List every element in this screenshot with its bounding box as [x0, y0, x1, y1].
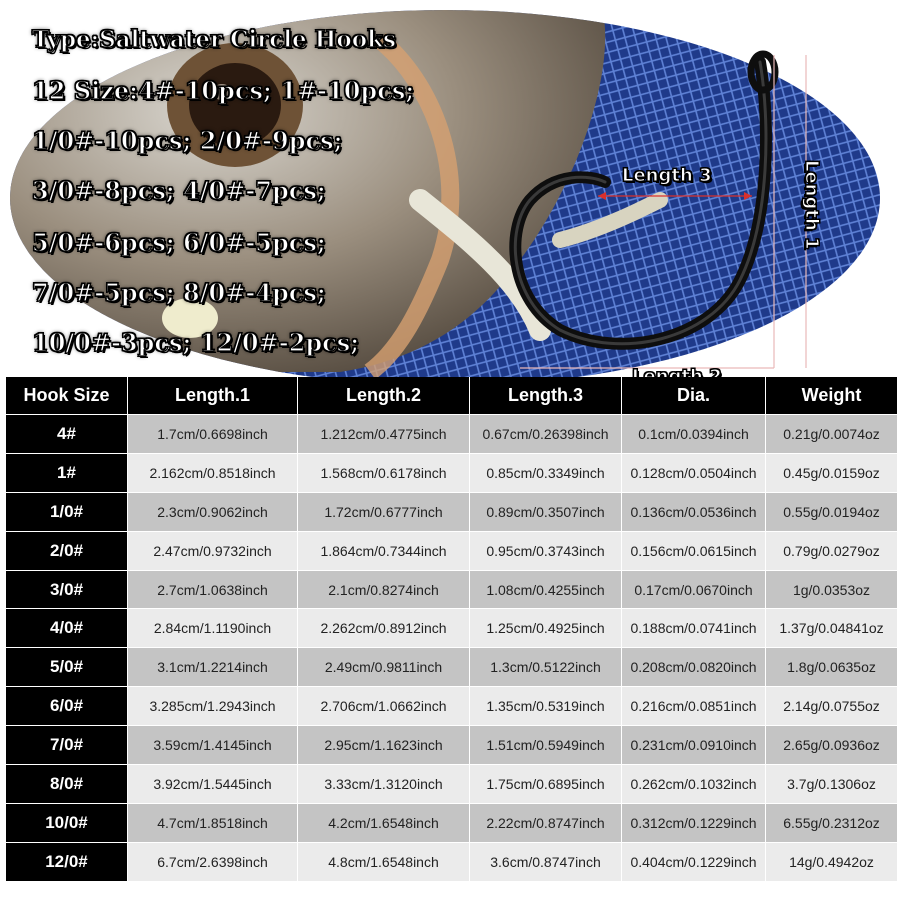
length-3-cell: 1.3cm/0.5122inch: [470, 648, 622, 687]
length-2-cell: 2.262cm/0.8912inch: [298, 609, 470, 648]
weight-cell: 2.14g/0.0755oz: [766, 687, 898, 726]
size-quantity-line: 12 Size:4#-10pcs; 1#-10pcs;: [32, 76, 415, 105]
table-row: [6, 687, 898, 726]
length-2-cell: 1.72cm/0.6777inch: [298, 492, 470, 531]
length-1-cell: 2.3cm/0.9062inch: [128, 492, 298, 531]
size-quantity-line: 1/0#-10pcs; 2/0#-9pcs;: [32, 126, 343, 155]
length-2-cell: 3.33cm/1.3120inch: [298, 765, 470, 804]
table-body: [6, 415, 898, 882]
length-3-cell: 0.67cm/0.26398inch: [470, 415, 622, 454]
table-row: [6, 415, 898, 454]
table-row: [6, 453, 898, 492]
hook-size-cell: 1#: [6, 453, 128, 492]
weight-cell: 0.79g/0.0279oz: [766, 531, 898, 570]
dia-cell: 0.231cm/0.0910inch: [622, 726, 766, 765]
dia-cell: 0.188cm/0.0741inch: [622, 609, 766, 648]
table-row: [6, 570, 898, 609]
length-1-cell: 3.92cm/1.5445inch: [128, 765, 298, 804]
table-row: [6, 609, 898, 648]
weight-cell: 2.65g/0.0936oz: [766, 726, 898, 765]
table-row: [6, 726, 898, 765]
hook-size-cell: 10/0#: [6, 803, 128, 842]
table-row: [6, 648, 898, 687]
column-header-weight: Weight: [766, 377, 898, 415]
size-quantity-line: 5/0#-6pcs; 6/0#-5pcs;: [32, 228, 326, 257]
size-quantity-line: 7/0#-5pcs; 8/0#-4pcs;: [32, 278, 326, 307]
length-3-cell: 0.95cm/0.3743inch: [470, 531, 622, 570]
product-hero: [0, 0, 900, 378]
length-2-cell: 1.212cm/0.4775inch: [298, 415, 470, 454]
column-header-length-3: Length.3: [470, 377, 622, 415]
weight-cell: 0.45g/0.0159oz: [766, 453, 898, 492]
length-3-label: Length 3: [622, 165, 712, 186]
length-1-cell: 6.7cm/2.6398inch: [128, 842, 298, 881]
dia-cell: 0.216cm/0.0851inch: [622, 687, 766, 726]
weight-cell: 1g/0.0353oz: [766, 570, 898, 609]
length-1-cell: 3.1cm/1.2214inch: [128, 648, 298, 687]
length-2-cell: 4.2cm/1.6548inch: [298, 803, 470, 842]
dia-cell: 0.404cm/0.1229inch: [622, 842, 766, 881]
hook-size-cell: 6/0#: [6, 687, 128, 726]
length-2-cell: 1.568cm/0.6178inch: [298, 453, 470, 492]
length-1-cell: 2.84cm/1.1190inch: [128, 609, 298, 648]
length-2-cell: 2.706cm/1.0662inch: [298, 687, 470, 726]
length-2-cell: 2.95cm/1.1623inch: [298, 726, 470, 765]
length-3-cell: 1.75cm/0.6895inch: [470, 765, 622, 804]
table-row: [6, 492, 898, 531]
hook-spec-table: [5, 377, 898, 882]
length-1-cell: 3.59cm/1.4145inch: [128, 726, 298, 765]
table-row: [6, 803, 898, 842]
dia-cell: 0.136cm/0.0536inch: [622, 492, 766, 531]
hook-size-cell: 4/0#: [6, 609, 128, 648]
length-3-cell: 1.08cm/0.4255inch: [470, 570, 622, 609]
table-header-row: [6, 377, 898, 415]
length-1-label: Length 1: [801, 160, 822, 250]
length-1-cell: 2.162cm/0.8518inch: [128, 453, 298, 492]
size-quantity-line: 10/0#-3pcs; 12/0#-2pcs;: [32, 328, 360, 357]
length-3-cell: 1.51cm/0.5949inch: [470, 726, 622, 765]
length-3-cell: 1.25cm/0.4925inch: [470, 609, 622, 648]
weight-cell: 14g/0.4942oz: [766, 842, 898, 881]
table-row: [6, 765, 898, 804]
length-2-cell: 4.8cm/1.6548inch: [298, 842, 470, 881]
length-3-cell: 2.22cm/0.8747inch: [470, 803, 622, 842]
weight-cell: 0.55g/0.0194oz: [766, 492, 898, 531]
weight-cell: 6.55g/0.2312oz: [766, 803, 898, 842]
hook-size-cell: 12/0#: [6, 842, 128, 881]
dia-cell: 0.208cm/0.0820inch: [622, 648, 766, 687]
table-row: [6, 531, 898, 570]
dia-cell: 0.156cm/0.0615inch: [622, 531, 766, 570]
length-3-cell: 0.89cm/0.3507inch: [470, 492, 622, 531]
column-header-hook-size: Hook Size: [6, 377, 128, 415]
length-1-cell: 4.7cm/1.8518inch: [128, 803, 298, 842]
length-1-cell: 3.285cm/1.2943inch: [128, 687, 298, 726]
hook-size-cell: 3/0#: [6, 570, 128, 609]
hook-size-cell: 2/0#: [6, 531, 128, 570]
size-quantity-line: 3/0#-8pcs; 4/0#-7pcs;: [32, 176, 326, 205]
weight-cell: 1.8g/0.0635oz: [766, 648, 898, 687]
hook-size-cell: 1/0#: [6, 492, 128, 531]
length-3-cell: 3.6cm/0.8747inch: [470, 842, 622, 881]
dia-cell: 0.262cm/0.1032inch: [622, 765, 766, 804]
column-header-dia: Dia.: [622, 377, 766, 415]
weight-cell: 3.7g/0.1306oz: [766, 765, 898, 804]
product-type-title: Type:Saltwater Circle Hooks: [32, 26, 396, 53]
column-header-length-1: Length.1: [128, 377, 298, 415]
hook-size-cell: 4#: [6, 415, 128, 454]
hook-size-cell: 8/0#: [6, 765, 128, 804]
weight-cell: 0.21g/0.0074oz: [766, 415, 898, 454]
length-1-cell: 1.7cm/0.6698inch: [128, 415, 298, 454]
length-3-cell: 0.85cm/0.3349inch: [470, 453, 622, 492]
hook-size-cell: 5/0#: [6, 648, 128, 687]
hook-size-cell: 7/0#: [6, 726, 128, 765]
dia-cell: 0.128cm/0.0504inch: [622, 453, 766, 492]
length-1-cell: 2.7cm/1.0638inch: [128, 570, 298, 609]
dia-cell: 0.17cm/0.0670inch: [622, 570, 766, 609]
length-2-cell: 2.1cm/0.8274inch: [298, 570, 470, 609]
dia-cell: 0.312cm/0.1229inch: [622, 803, 766, 842]
length-2-cell: 2.49cm/0.9811inch: [298, 648, 470, 687]
weight-cell: 1.37g/0.04841oz: [766, 609, 898, 648]
column-header-length-2: Length.2: [298, 377, 470, 415]
length-3-cell: 1.35cm/0.5319inch: [470, 687, 622, 726]
length-2-cell: 1.864cm/0.7344inch: [298, 531, 470, 570]
dia-cell: 0.1cm/0.0394inch: [622, 415, 766, 454]
table-row: [6, 842, 898, 881]
length-1-cell: 2.47cm/0.9732inch: [128, 531, 298, 570]
